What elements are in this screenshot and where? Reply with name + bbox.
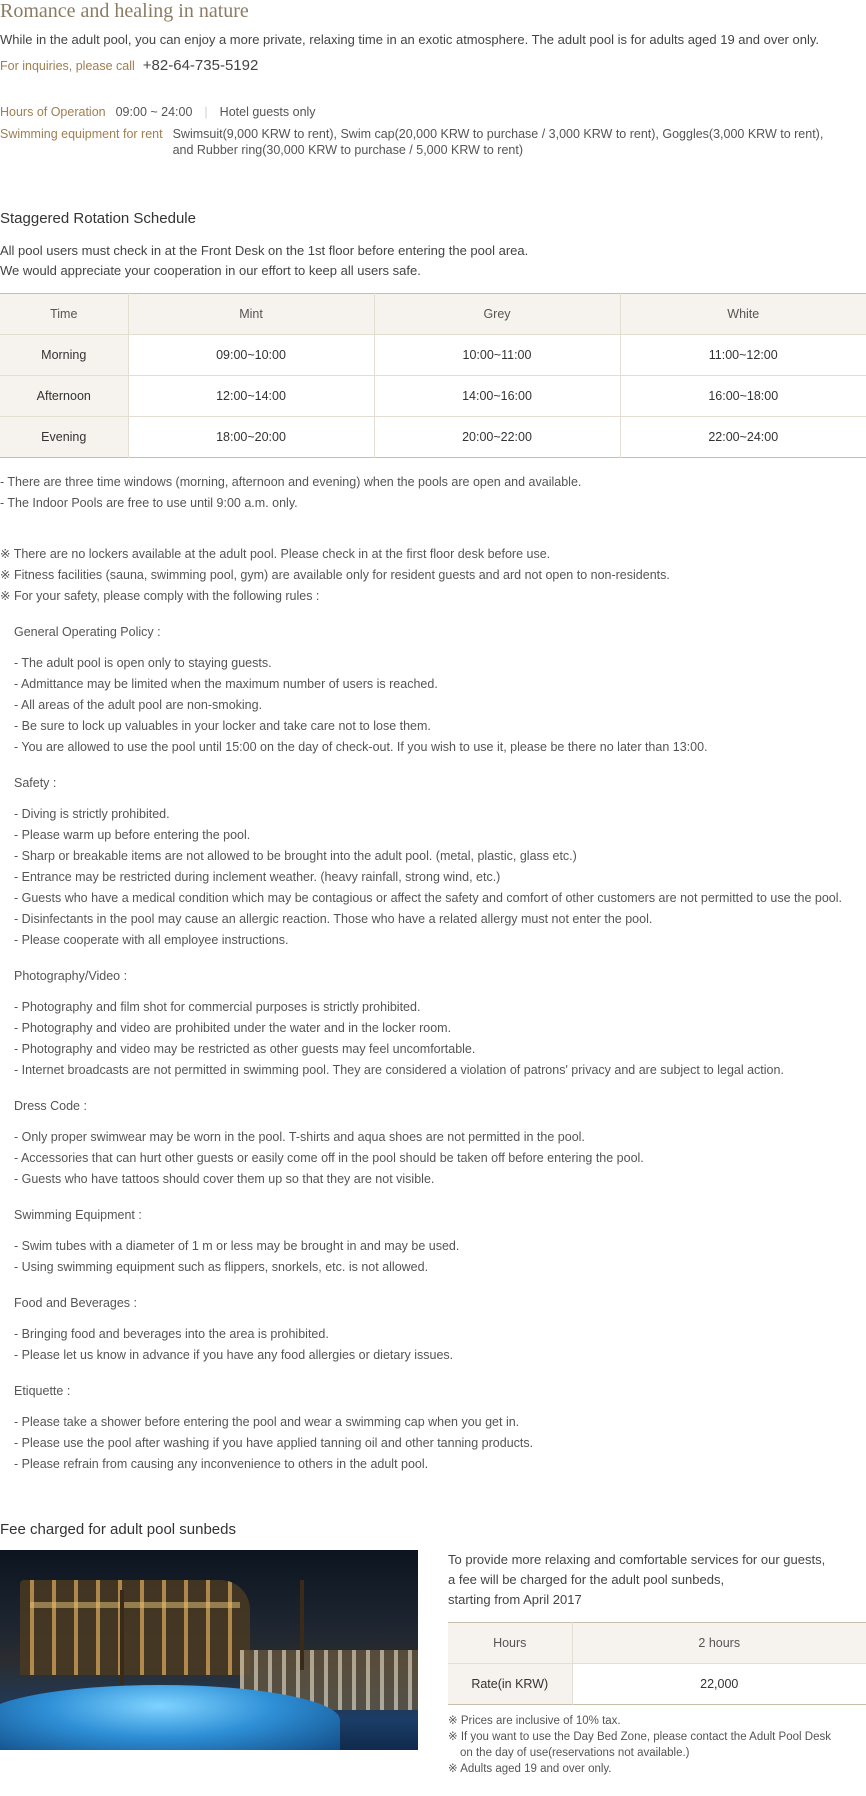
list-item: - Please use the pool after washing if you have applied tanning oil and other tanning products.	[14, 1436, 534, 1450]
equipment-line-1: Swimsuit(9,000 KRW to rent), Swim cap(20,000 KRW to purchase / 3,000 KRW to rent), Goggles(3,000 KRW to rent),	[172, 127, 824, 141]
list-item: - Photography and video may be restricted as other guests may feel uncomfortable.	[14, 1042, 476, 1056]
fee-desc	[448, 1550, 866, 1610]
list-item: - Internet broadcasts are not permitted in swimming pool. They are considered a violation of patrons' privacy and are subject to legal action.	[14, 1063, 784, 1077]
list-item: - Guests who have tattoos should cover them up so that they are not visible.	[14, 1172, 435, 1186]
notice-item: ※ For your safety, please comply with the following rules :	[0, 589, 320, 603]
fee-title: Fee charged for adult pool sunbeds	[0, 1521, 236, 1538]
list-item: - Diving is strictly prohibited.	[14, 807, 170, 821]
intro-text: While in the adult pool, you can enjoy a more private, relaxing time in an exotic atmosphere. The adult pool is for adults aged 19 and over only.	[0, 32, 819, 47]
list-item: - Disinfectants in the pool may cause an allergic reaction. Those who have a related allergy must not enter the pool.	[14, 912, 653, 926]
equipment-value	[173, 126, 824, 158]
schedule-desc-line-2: We would appreciate your cooperation in our effort to keep all users safe.	[0, 263, 421, 278]
fee-details	[448, 1550, 866, 1777]
fee-note: ※ Prices are inclusive of 10% tax.	[448, 1715, 621, 1727]
schedule-notes	[0, 472, 866, 514]
header-cell: Grey	[374, 294, 620, 335]
list-item: - The adult pool is open only to staying guests.	[14, 656, 272, 670]
header-cell: Hours	[448, 1623, 572, 1664]
inquiry-phone[interactable]: +82-64-735-5192	[142, 57, 259, 74]
equipment-label: Swimming equipment for rent	[0, 127, 163, 141]
policy-list	[14, 1127, 866, 1190]
schedule-note: - The Indoor Pools are free to use until 9:00 a.m. only.	[0, 496, 298, 510]
table-row	[0, 376, 866, 417]
list-item: - Please cooperate with all employee instructions.	[14, 933, 289, 947]
palm-trunk	[300, 1580, 304, 1670]
list-item: - Guests who have a medical condition which may be contagious or affect the safety and comfort of other customers are not permitted to use the pool.	[14, 891, 842, 905]
policy-title: Dress Code :	[14, 1099, 87, 1113]
table-header-row	[448, 1623, 866, 1664]
fee-desc-line-2: a fee will be charged for the adult pool sunbeds,	[448, 1572, 725, 1587]
fee-section	[0, 1550, 866, 1777]
list-item: - Admittance may be limited when the maximum number of users is reached.	[14, 677, 438, 691]
policy-list	[14, 1236, 866, 1278]
hours-row	[0, 104, 866, 120]
table-cell: 14:00~16:00	[374, 376, 620, 417]
table-header-row	[0, 294, 866, 335]
notice-item: ※ Fitness facilities (sauna, swimming pool, gym) are available only for resident guests and ard not open to non-residents.	[0, 568, 670, 582]
notice-item: ※ There are no lockers available at the adult pool. Please check in at the first floor desk before use.	[0, 547, 551, 561]
list-item: - Sharp or breakable items are not allowed to be brought into the adult pool. (metal, plastic, glass etc.)	[14, 849, 577, 863]
policy-title: Food and Beverages :	[14, 1296, 137, 1310]
schedule-desc	[0, 241, 866, 281]
table-cell: 11:00~12:00	[620, 335, 866, 376]
table-cell: 16:00~18:00	[620, 376, 866, 417]
list-item: - Photography and film shot for commercial purposes is strictly prohibited.	[14, 1000, 421, 1014]
fee-table	[448, 1622, 866, 1705]
table-cell: 22,000	[700, 1677, 739, 1691]
policy-list	[14, 997, 866, 1081]
hours-label: Hours of Operation	[0, 105, 106, 119]
fee-note: on the day of use(reservations not available.)	[460, 1747, 690, 1759]
fee-desc-line-1: To provide more relaxing and comfortable services for our guests,	[448, 1552, 826, 1567]
hotel-building	[20, 1580, 250, 1675]
list-item: - Using swimming equipment such as flippers, snorkels, etc. is not allowed.	[14, 1260, 429, 1274]
pool-info	[0, 104, 866, 158]
table-cell: 22:00~24:00	[620, 417, 866, 458]
table-cell: 12:00~14:00	[128, 376, 374, 417]
table-cell: 18:00~20:00	[128, 417, 374, 458]
page-title: Romance and healing in nature	[0, 0, 249, 22]
policy-title: Safety :	[14, 776, 57, 790]
list-item: - Please let us know in advance if you have any food allergies or dietary issues.	[14, 1348, 454, 1362]
header-cell: Time	[0, 294, 128, 335]
policy-list	[14, 1324, 866, 1366]
policy-title: General Operating Policy :	[14, 625, 161, 639]
schedule-desc-line-1: All pool users must check in at the Front Desk on the 1st floor before entering the pool area.	[0, 243, 529, 258]
policy-list	[14, 1412, 866, 1475]
table-cell: Rate(in KRW)	[448, 1664, 572, 1705]
fee-notes	[448, 1713, 866, 1777]
schedule-note: - There are three time windows (morning, afternoon and evening) when the pools are open and available.	[0, 475, 582, 489]
table-row	[0, 335, 866, 376]
list-item: - Please take a shower before entering the pool and wear a swimming cap when you get in.	[14, 1415, 520, 1429]
list-item: - Only proper swimwear may be worn in the pool. T-shirts and aqua shoes are not permitted in the pool.	[14, 1130, 585, 1144]
list-item: - Please refrain from causing any inconvenience to others in the adult pool.	[14, 1457, 429, 1471]
policy-title: Swimming Equipment :	[14, 1208, 142, 1222]
list-item: - Bringing food and beverages into the area is prohibited.	[14, 1327, 329, 1341]
list-item: - Accessories that can hurt other guests or easily come off in the pool should be taken off before entering the pool.	[14, 1151, 644, 1165]
table-cell: 09:00~10:00	[128, 335, 374, 376]
schedule-table	[0, 293, 866, 458]
list-item: - Swim tubes with a diameter of 1 m or less may be brought in and may be used.	[14, 1239, 460, 1253]
equipment-line-2: and Rubber ring(30,000 KRW to purchase / 5,000 KRW to rent)	[172, 143, 523, 157]
pool-water	[0, 1685, 340, 1750]
schedule-title: Staggered Rotation Schedule	[0, 210, 196, 227]
list-item: - Please warm up before entering the pool.	[14, 828, 251, 842]
inquiry-label: For inquiries, please call	[0, 59, 135, 73]
inquiry-line	[0, 57, 866, 74]
building-lights	[30, 1602, 240, 1608]
notices	[0, 544, 866, 607]
hours-value: 09:00 ~ 24:00	[115, 105, 193, 119]
list-item: - Be sure to lock up valuables in your locker and take care not to lose them.	[14, 719, 431, 733]
policy-list	[14, 804, 866, 951]
fee-desc-line-3: starting from April 2017	[448, 1592, 582, 1607]
table-cell: 20:00~22:00	[374, 417, 620, 458]
palm-trunk	[120, 1590, 124, 1700]
table-cell: 10:00~11:00	[374, 335, 620, 376]
policy-title: Photography/Video :	[14, 969, 128, 983]
pool-night-photo	[0, 1550, 418, 1750]
header-cell: White	[620, 294, 866, 335]
table-cell: Evening	[0, 417, 128, 458]
fee-note: ※ If you want to use the Day Bed Zone, please contact the Adult Pool Desk	[448, 1731, 831, 1743]
separator: |	[204, 105, 208, 119]
policy-list	[14, 653, 866, 758]
table-cell: Afternoon	[0, 376, 128, 417]
policy-title: Etiquette :	[14, 1384, 71, 1398]
table-cell: Morning	[0, 335, 128, 376]
table-row	[0, 417, 866, 458]
hours-note: Hotel guests only	[219, 105, 316, 119]
equipment-row	[0, 126, 866, 158]
list-item: - Photography and video are prohibited under the water and in the locker room.	[14, 1021, 452, 1035]
header-cell: Mint	[128, 294, 374, 335]
policy-section	[0, 623, 866, 1475]
header-cell: 2 hours	[572, 1623, 866, 1664]
list-item: - You are allowed to use the pool until 15:00 on the day of check-out. If you wish to use it, please be there no later than 13:00.	[14, 740, 708, 754]
fee-note: ※ Adults aged 19 and over only.	[448, 1763, 612, 1775]
list-item: - All areas of the adult pool are non-smoking.	[14, 698, 263, 712]
table-row	[448, 1664, 866, 1705]
list-item: - Entrance may be restricted during inclement weather. (heavy rainfall, strong wind, etc.)	[14, 870, 501, 884]
